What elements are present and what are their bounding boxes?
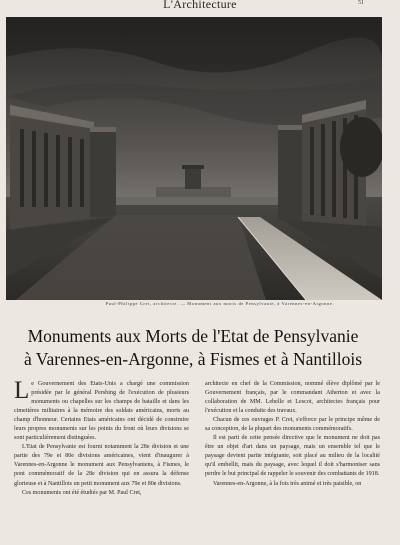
article-column-left: [14, 377, 189, 498]
photo-caption: Paul-Philippe Cret, architecte. — Monument aux morts de Pensylvanie, à Varennes-en-Argonne.: [105, 301, 335, 306]
drop-cap: L: [14, 377, 30, 404]
article-paragraph: Ces monuments ont été étudiés par M. Paul Cret,: [22, 489, 142, 496]
monument-photograph: [6, 17, 382, 300]
article-headline: [18, 325, 368, 371]
article-paragraph: [14, 377, 189, 443]
monument-photograph-image: [6, 17, 382, 300]
page-header: [0, 0, 400, 14]
article-paragraph: architecte en chef de la Commission, nommé élève diplômé par le Gouvernement français, par le commandant Atherton et avec la collaboration de MM. Lebelle et Lescot, architectes français pour l'exécution et la conduite des travaux.: [205, 381, 380, 415]
article-column-right: [205, 380, 380, 489]
article-paragraph: Il est parti de cette pensée directive que le monument ne doit pas être un objet d'art dans un paysage, mais un ensemble tel que le paysage devient partie intégrante, soit placé au milieu de la localité qu'il embellit, mais du paysage, avec lequel il doit s'harmoniser sans perdre le but principal de rappeler le souvenir des combattants de 1918.: [205, 435, 380, 478]
article-paragraph: L'Etat de Pensylvanie est fourni notamment la 28e division et une partie des 79e et 80e divisions américaines, vient d'inaugurer à Varennes-en-Argonne le monument aux Pensylvaniens, à Fismes, le pont commémoratif de la 28e division qui en assura la défense glorieuse et à Nantillois un petit monument aux 79e et 80e divisions.: [14, 444, 189, 487]
paragraph-text: e Gouvernement des Etats-Unis a chargé une commission présidée par le général Pershing de l'exécution de plusieurs monuments ou chapelles sur les champs de bataille et dans les cimetières militaires à la mémoire des soldats américains, morts au champ d'honneur. Certains Etats américains ont décidé de construire leurs propres monuments sur les points du front où leurs divisions se sont particulièrement distinguées.: [14, 381, 189, 442]
page-number: 51: [358, 0, 364, 6]
headline-line-1: Monuments aux Morts de l'Etat de Pensylvanie: [27, 326, 359, 346]
article-paragraph: Varennes-en-Argonne, à la fois très animé et très paisible, on: [213, 480, 362, 487]
journal-title: L'Architecture: [163, 0, 237, 11]
headline-line-2: à Varennes-en-Argonne, à Fismes et à Nantillois: [23, 349, 363, 369]
article-paragraph: Chacun de ces ouvrages P. Cret, s'efforce par le principe même de sa conception, de la plupart des monuments commémoratifs.: [205, 417, 380, 433]
